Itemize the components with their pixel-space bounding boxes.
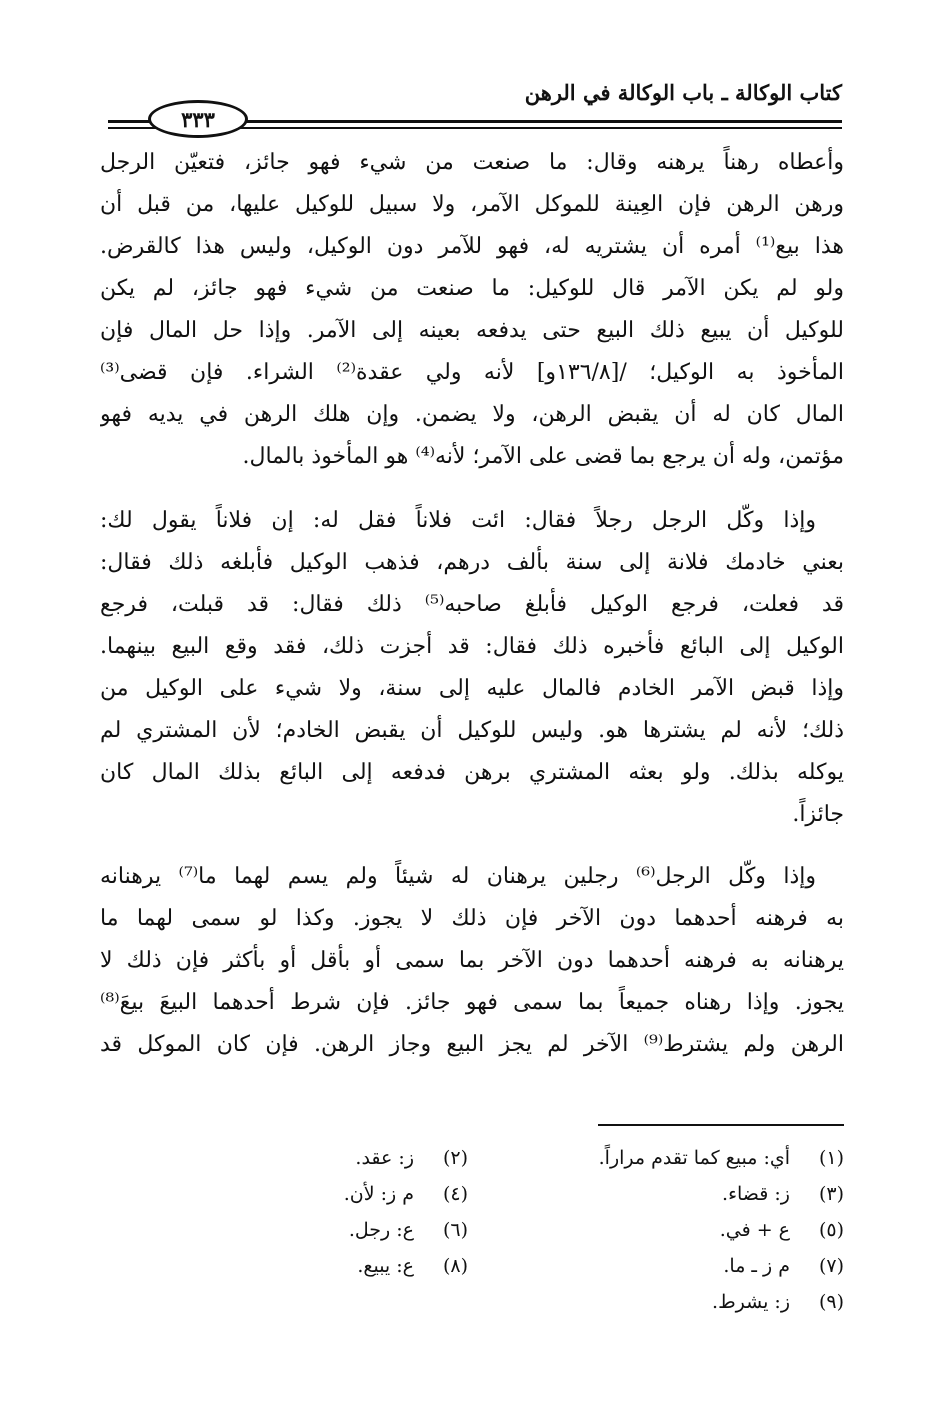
text-line: للوكيل أن يبيع ذلك البيع حتى يدفعه بعينه إلى الآمر. وإذا حل المال فإن [100, 318, 844, 343]
footnote-text: ز: قضاء. [722, 1183, 790, 1205]
text-line: بعني خادمك فلانة إلى سنة بألف درهم، فذهب الوكيل فأبلغه ذلك فقال: [100, 550, 844, 575]
footnote-text: ع: يبيع. [357, 1255, 414, 1277]
paragraph [100, 142, 844, 478]
page-number-badge: ٣٣٣ [148, 100, 248, 138]
text-line: المال كان له أن يقبض الرهن، ولا يضمن. وإن هلك الرهن في يديه فهو [100, 402, 844, 427]
footnotes [270, 1140, 844, 1330]
paragraph [100, 500, 844, 836]
footnote-number: (٤) [442, 1183, 468, 1205]
footnote-text: م ز ـ ما. [723, 1255, 790, 1277]
footnote-text: ز: عقد. [355, 1147, 414, 1169]
text-line: ورهن الرهن فإن العِينة للموكل الآمر، ولا سبيل للوكيل عليها، من قبل أن [100, 192, 844, 217]
footnote-text: أي: مبيع كما تقدم مراراً. [598, 1147, 790, 1169]
footnote-number: (٨) [442, 1255, 468, 1277]
footnote-number: (١) [818, 1147, 844, 1169]
text-line: مؤتمن، وله أن يرجع بما قضى على الآمر؛ لأنه⁽⁴⁾ هو المأخوذ بالمال. [242, 444, 844, 469]
paragraph [100, 856, 844, 1066]
footnote-text: ع + في. [719, 1219, 790, 1241]
text-line: الوكيل إلى البائع فأخبره ذلك فقال: قد أجزت ذلك، فقد وقع البيع بينهما. [100, 634, 844, 659]
footnote-separator [598, 1124, 844, 1126]
text-line: وإذا وكّل الرجل رجلاً فقال: ائت فلاناً فقل له: إن فلاناً يقول لك: [100, 508, 816, 533]
text-line: وإذا وكّل الرجل⁽⁶⁾ رجلين يرهنان له شيئاً ولم يسم لهما ما⁽⁷⁾ يرهنانه [100, 864, 816, 889]
footnote-number: (٣) [818, 1183, 844, 1205]
text-line: وإذا قبض الآمر الخادم فالمال عليه إلى سنة، ولا شيء على الوكيل من [100, 676, 844, 701]
footnote [268, 1140, 468, 1176]
footnote-text: ز: يشرط. [712, 1291, 790, 1313]
text-line: ذلك؛ لأنه لم يشترها هو. وليس للوكيل أن يقبض الخادم؛ لأن المشتري لم [100, 718, 844, 743]
text-line: هذا بيع⁽¹⁾ أمره أن يشتريه له، فهو للآمر دون الوكيل، وليس هذا كالقرض. [100, 234, 844, 259]
text-line: يوكله بذلك. ولو بعثه المشتري برهن فدفعه إلى البائع بذلك المال كان [100, 760, 844, 785]
footnote-column-right [544, 1140, 844, 1320]
main-text [100, 142, 844, 1066]
text-line: يرهنانه به فرهنه أحدهما دون الآخر بما سمى أو بأقل أو بأكثر فإن ذلك لا [100, 948, 844, 973]
footnote-number: (٥) [818, 1219, 844, 1241]
footnote [268, 1248, 468, 1284]
footnote-number: (٦) [442, 1219, 468, 1241]
text-line: به فرهنه أحدهما دون الآخر فإن ذلك لا يجوز. وكذا لو سمى لهما ما [100, 906, 844, 931]
footnote [544, 1212, 844, 1248]
running-title: كتاب الوكالة ـ باب الوكالة في الرهن [524, 80, 842, 105]
text-line: يجوز. وإذا رهناه جميعاً بما سمى فهو جائز. فإن شرط أحدهما البيعَ بيعَ⁽⁸⁾ [100, 990, 844, 1015]
footnote [544, 1248, 844, 1284]
text-line: المأخوذ به الوكيل؛ /[١٣٦/٨و] لأنه ولي عقدة⁽²⁾ الشراء. فإن قضى⁽³⁾ [100, 360, 844, 385]
footnote [544, 1140, 844, 1176]
footnote [268, 1212, 468, 1248]
footnote-text: ع: رجل. [348, 1219, 414, 1241]
page-header [108, 78, 842, 132]
text-line: جائزاً. [792, 802, 844, 827]
text-line: وأعطاه رهناً يرهنه وقال: ما صنعت من شيء فهو جائز، فتعيّن الرجل [100, 150, 844, 175]
footnote [544, 1176, 844, 1212]
footnote-column-left [268, 1140, 468, 1284]
footnote-number: (٢) [442, 1147, 468, 1169]
footnote [268, 1176, 468, 1212]
footnote-text: م ز: لأن. [343, 1183, 414, 1205]
text-line: الرهن ولم يشترط⁽⁹⁾ الآخر لم يجز البيع وجاز الرهن. فإن كان الموكل قد [100, 1032, 844, 1057]
footnote [544, 1284, 844, 1320]
footnote-number: (٩) [818, 1291, 844, 1313]
footnote-number: (٧) [818, 1255, 844, 1277]
text-line: قد فعلت، فرجع الوكيل فأبلغ صاحبه⁽⁵⁾ ذلك فقال: قد قبلت، فرجع [100, 592, 844, 617]
text-line: ولو لم يكن الآمر قال للوكيل: ما صنعت من شيء فهو جائز، لم يكن [100, 276, 844, 301]
